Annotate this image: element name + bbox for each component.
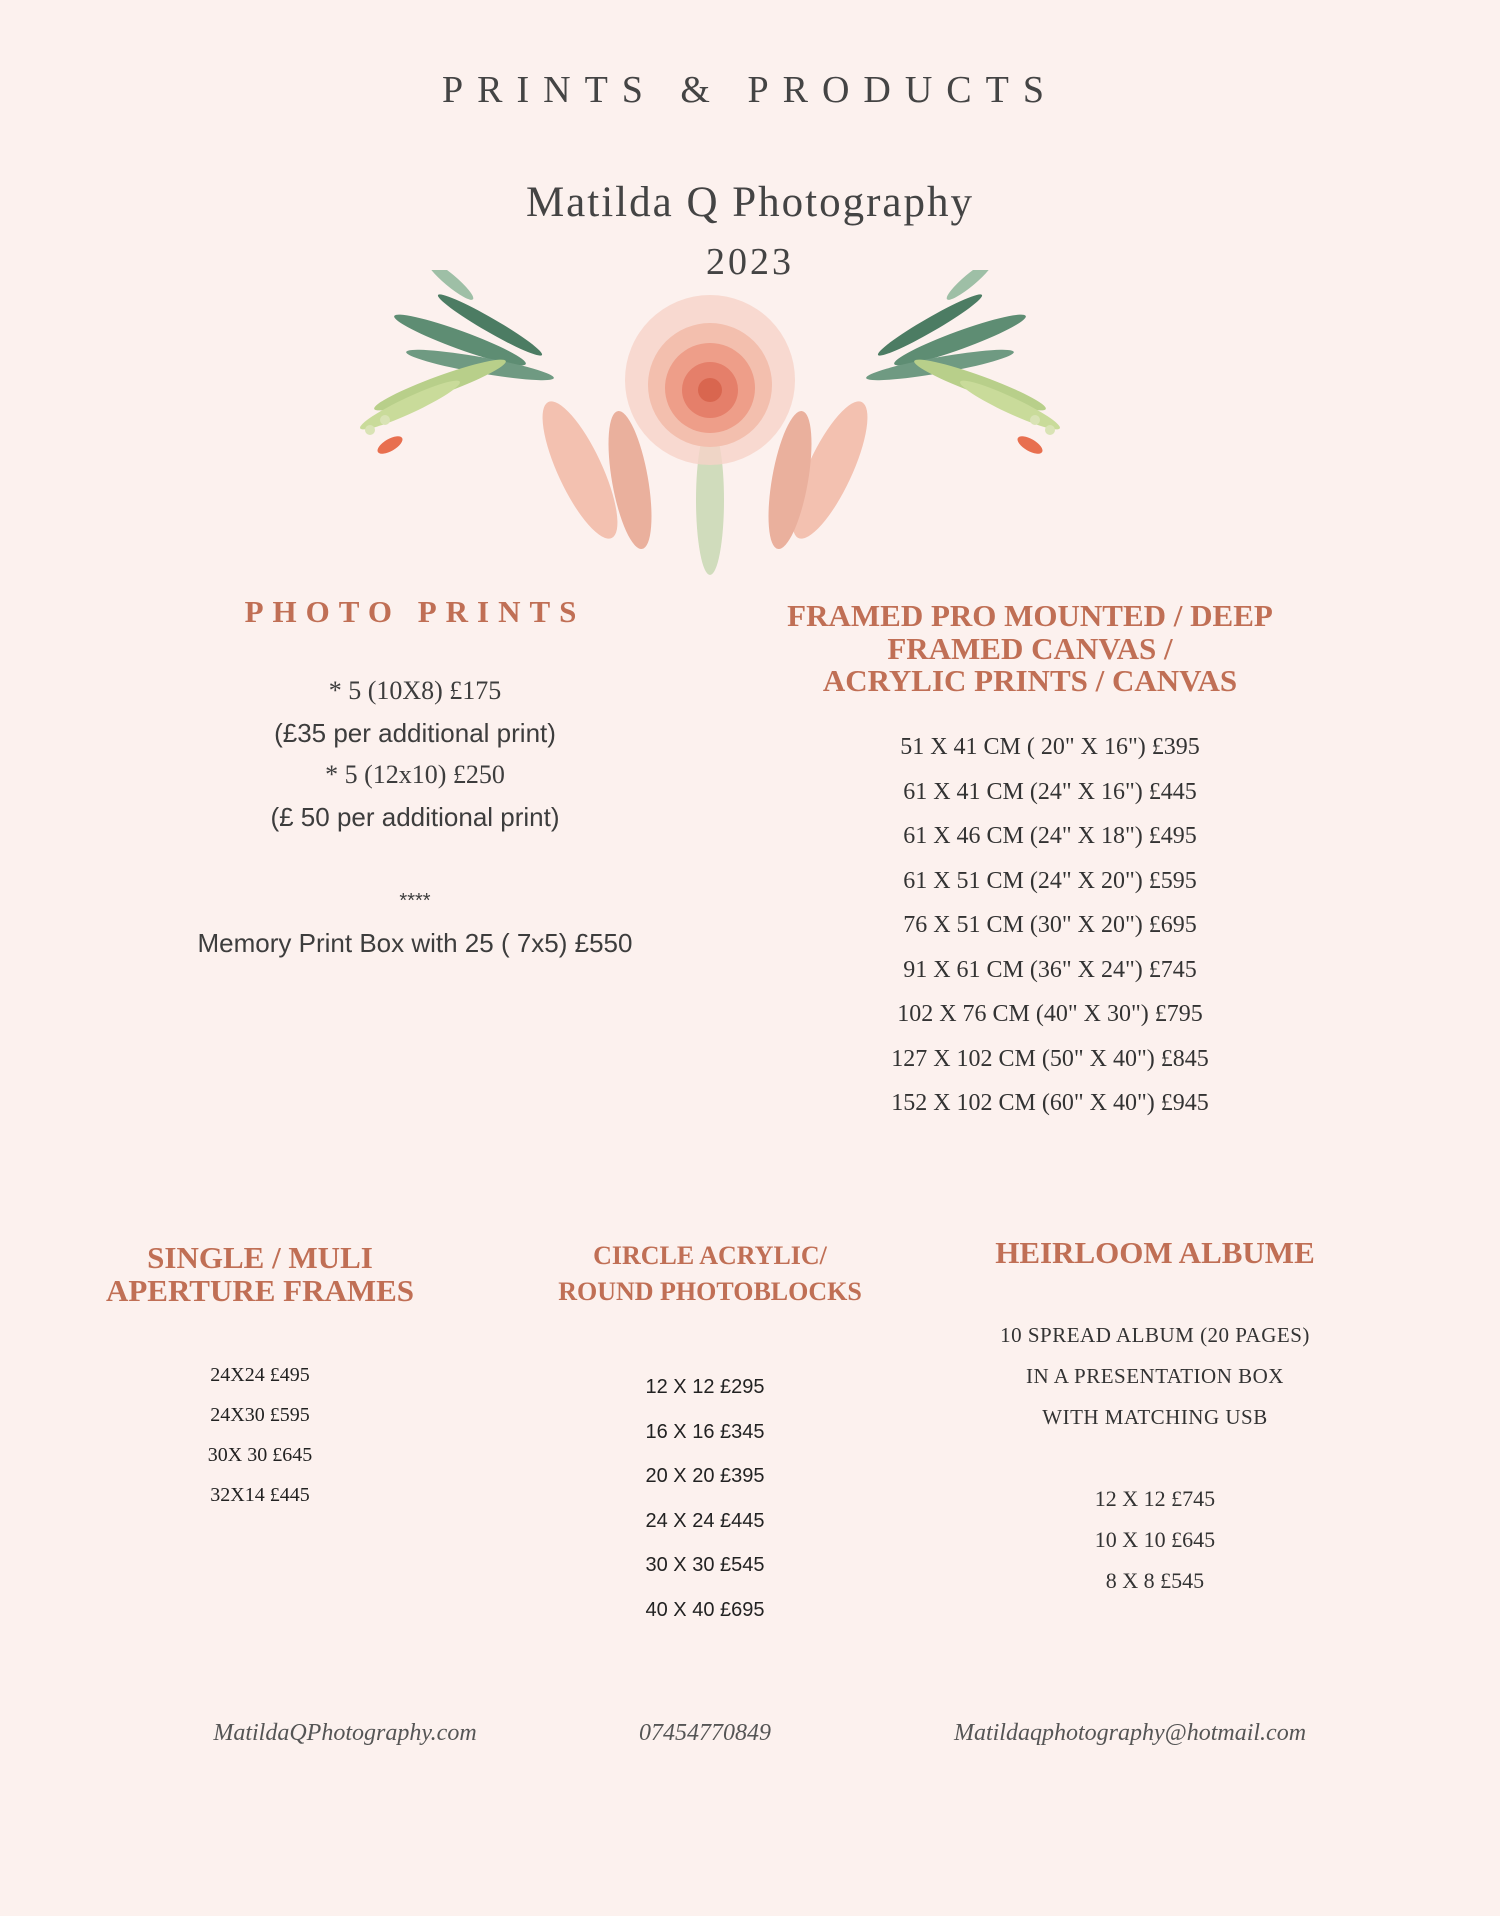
list-item: 61 X 51 CM (24" X 20") £595 xyxy=(903,867,1197,894)
floral-decoration xyxy=(330,270,1090,580)
list-item: 51 X 41 CM ( 20" X 16") £395 xyxy=(900,734,1200,760)
leaves-left xyxy=(357,270,555,435)
photo-print-line: (£ 50 per additional print) xyxy=(270,802,560,832)
photo-prints-list xyxy=(115,670,715,964)
list-item: 152 X 102 CM (60" X 40") £945 xyxy=(891,1090,1209,1116)
framed-heading-line: ACRYLIC PRINTS / CANVAS xyxy=(822,663,1238,699)
photo-print-line: * 5 (12x10) £250 xyxy=(325,760,505,789)
circle-acrylic-heading xyxy=(510,1238,910,1311)
footer-phone[interactable]: 07454770849 xyxy=(639,1720,771,1746)
list-item: 127 X 102 CM (50" X 40") £845 xyxy=(891,1045,1209,1072)
list-item: 30 X 30 £545 xyxy=(645,1554,765,1576)
circle-heading-line: ROUND PHOTOBLOCKS xyxy=(558,1277,862,1307)
aperture-heading-line: APERTURE FRAMES xyxy=(105,1272,415,1308)
list-item: 61 X 46 CM (24" X 18") £495 xyxy=(903,823,1197,849)
list-item: 16 X 16 £345 xyxy=(645,1420,765,1443)
year: 2023 xyxy=(706,241,794,283)
list-item: 32X14 £445 xyxy=(210,1484,310,1506)
list-item: 91 X 61 CM (36" X 24") £745 xyxy=(903,956,1197,983)
footer-email[interactable]: Matildaqphotography@hotmail.com xyxy=(953,1720,1307,1746)
framed-heading-line: FRAMED PRO MOUNTED / DEEP xyxy=(787,598,1273,633)
album-desc-line: IN A PRESENTATION BOX xyxy=(1026,1364,1284,1388)
aperture-price-list xyxy=(180,1355,340,1515)
photo-print-spacer xyxy=(115,838,715,880)
list-item: 30X 30 £645 xyxy=(207,1444,313,1466)
list-item: 12 X 12 £295 xyxy=(645,1376,765,1398)
list-item: 24X24 £495 xyxy=(210,1364,310,1386)
aperture-frames-heading xyxy=(50,1242,470,1307)
list-item: 10 X 10 £645 xyxy=(1094,1527,1216,1552)
list-item: 76 X 51 CM (30" X 20") £695 xyxy=(903,912,1197,938)
list-item: 24X30 £595 xyxy=(210,1404,310,1426)
list-item: 40 X 40 £695 xyxy=(645,1598,765,1621)
album-price-list xyxy=(940,1478,1370,1601)
framed-price-list xyxy=(790,725,1310,1126)
photo-print-line: **** xyxy=(399,890,431,912)
aperture-heading-line: SINGLE / MULI xyxy=(147,1240,373,1275)
list-item: 12 X 12 £745 xyxy=(1094,1486,1216,1511)
list-item: 102 X 76 CM (40" X 30") £795 xyxy=(897,1001,1203,1027)
heirloom-album-heading: HEIRLOOM ALBUME xyxy=(995,1235,1315,1270)
photo-print-line: Memory Print Box with 25 ( 7x5) £550 xyxy=(197,928,633,958)
brand-name: Matilda Q Photography xyxy=(525,179,975,226)
album-desc-line: WITH MATCHING USB xyxy=(1042,1405,1268,1429)
photo-prints-heading: PHOTO PRINTS xyxy=(244,594,586,629)
footer-website[interactable]: MatildaQPhotography.com xyxy=(213,1720,477,1746)
album-desc-line: 10 SPREAD ALBUM (20 PAGES) xyxy=(1000,1323,1310,1347)
framed-heading-line: FRAMED CANVAS / xyxy=(887,630,1173,666)
list-item: 8 X 8 £545 xyxy=(1105,1568,1205,1593)
framed-heading xyxy=(730,600,1330,698)
photo-print-line: (£35 per additional print) xyxy=(274,718,556,748)
album-description xyxy=(940,1315,1370,1438)
photo-print-line: * 5 (10X8) £175 xyxy=(328,676,502,705)
leaves-right xyxy=(865,270,1063,435)
rose xyxy=(625,295,795,465)
page-title: PRINTS & PRODUCTS xyxy=(442,69,1058,111)
list-item: 61 X 41 CM (24" X 16") £445 xyxy=(903,778,1197,805)
list-item: 24 X 24 £445 xyxy=(645,1509,765,1532)
circle-price-list xyxy=(600,1365,810,1632)
circle-heading-line: CIRCLE ACRYLIC/ xyxy=(593,1241,827,1270)
list-item: 20 X 20 £395 xyxy=(645,1465,765,1487)
